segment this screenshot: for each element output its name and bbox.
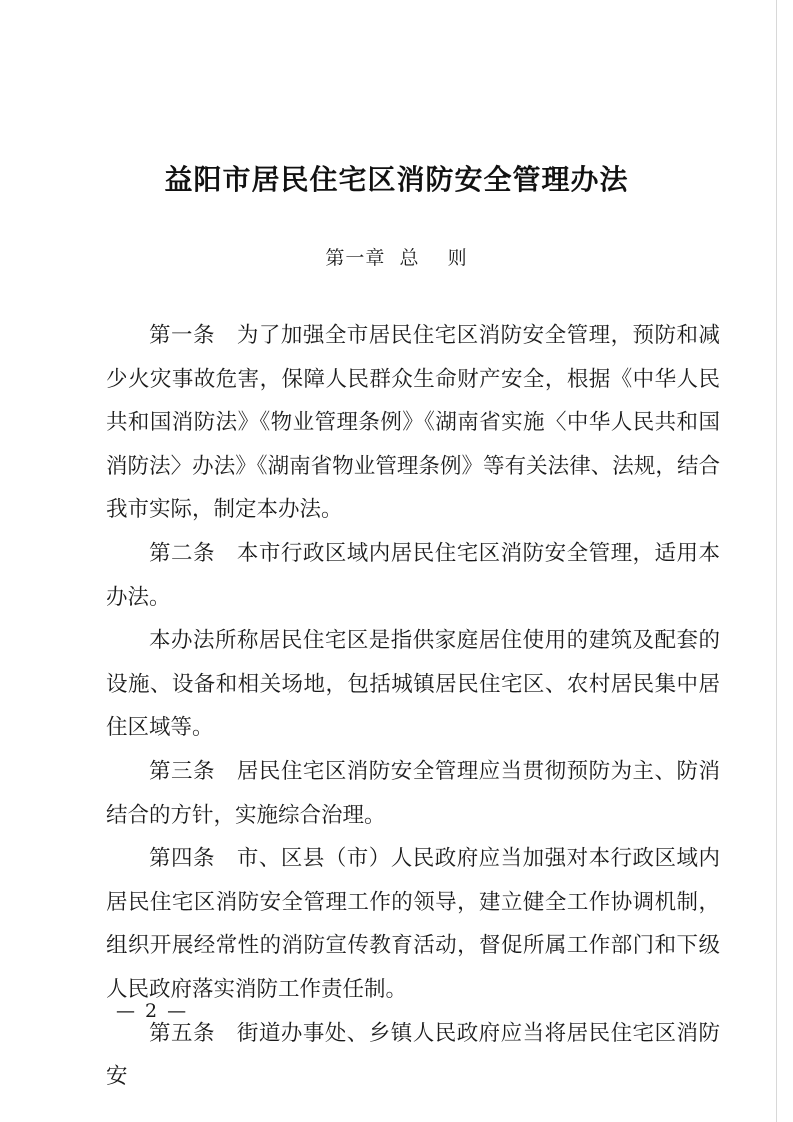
- article-text: 居民住宅区消防安全管理应当贯彻预防为主、防消结合的方针，实施综合治理。: [106, 758, 720, 828]
- page-number: — 2 —: [116, 1000, 189, 1022]
- article-paragraph: [106, 750, 720, 837]
- document-title: 益阳市居民住宅区消防安全管理办法: [164, 163, 629, 196]
- paragraph-text: 本办法所称居民住宅区是指供家庭居住使用的建筑及配套的设施、设备和相关场地，包括城镇居民住宅区、农村居民集中居住区域等。: [106, 628, 720, 741]
- chapter-heading: 第一章 总 则: [325, 247, 468, 269]
- plain-paragraph: [106, 619, 720, 750]
- article-label: 第五条: [149, 1020, 215, 1046]
- article-paragraph: [106, 314, 720, 532]
- article-label: 第一条: [149, 323, 215, 348]
- article-text: 市、区县（市）人民政府应当加强对本行政区域内居民住宅区消防安全管理工作的领导，建立健全工作协调机制，组织开展经常性的消防宣传教育活动，督促所属工作部门和下级人民政府落实消防工作责任制。: [106, 846, 720, 1002]
- article-text: 为了加强全市居民住宅区消防安全管理，预防和减少火灾事故危害，保障人民群众生命财产安全，根据《中华人民共和国消防法》《物业管理条例》《湖南省实施〈中华人民共和国消防法〉办法》《湖南省物业管理条例》等有关法律、法规，结合我市实际，制定本办法。: [106, 323, 720, 523]
- article-text: 本市行政区域内居民住宅区消防安全管理，适用本办法。: [106, 540, 720, 610]
- article-paragraph: [106, 837, 720, 1011]
- article-paragraph: [106, 1012, 720, 1099]
- article-label: 第四条: [149, 846, 215, 872]
- document-body: [106, 314, 720, 1099]
- article-paragraph: [106, 532, 720, 619]
- article-label: 第二条: [149, 540, 215, 566]
- article-text: 街道办事处、乡镇人民政府应当将居民住宅区消防安: [106, 1020, 720, 1090]
- article-label: 第三条: [149, 758, 215, 784]
